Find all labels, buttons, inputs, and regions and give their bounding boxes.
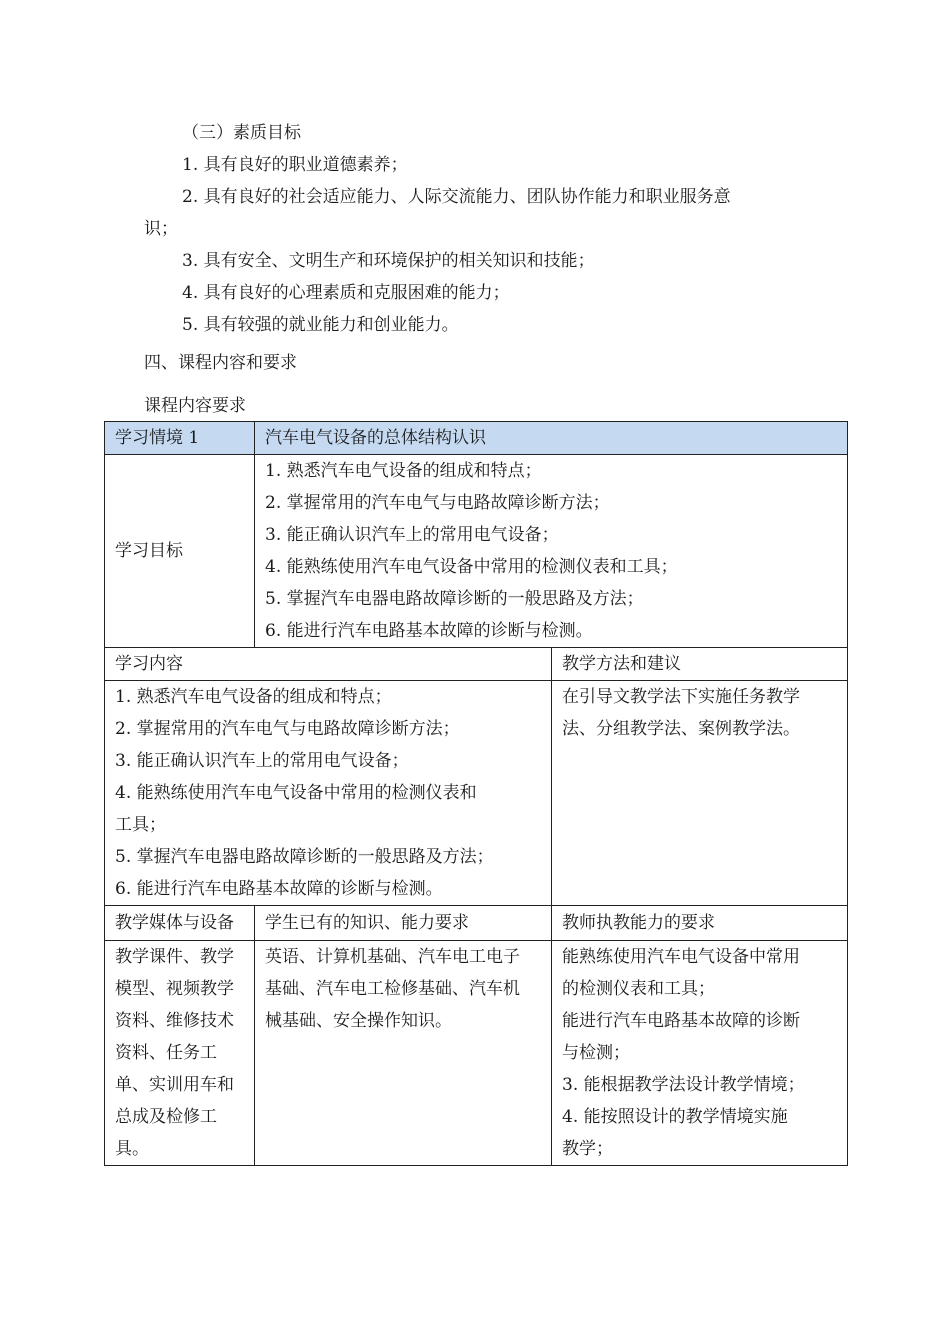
goals-label: 学习目标: [105, 455, 255, 648]
prior-line: 基础、汽车电工检修基础、汽车机: [265, 979, 520, 999]
goal-item: 4. 能熟练使用汽车电气设备中常用的检测仪表和工具；: [265, 557, 678, 577]
media-label: [105, 906, 255, 941]
methods-line: 法、分组教学法、案例教学法。: [562, 719, 800, 739]
teacher-line: 教学；: [562, 1139, 613, 1159]
content-item: 6. 能进行汽车电路基本故障的诊断与检测。: [115, 879, 443, 899]
media-label-text: 教学媒体与设备: [115, 913, 234, 933]
content-header-row: [105, 648, 848, 681]
teacher-cell: [552, 941, 848, 1166]
media-line: 具。: [115, 1139, 149, 1159]
teacher-line: 能进行汽车电路基本故障的诊断: [562, 1011, 800, 1031]
quality-item-3: 3. 具有安全、文明生产和环境保护的相关知识和技能；: [182, 251, 595, 271]
teacher-line: 能熟练使用汽车电气设备中常用: [562, 947, 800, 967]
situation-row: [105, 422, 848, 455]
course-table: [104, 421, 848, 1166]
goals-row: [105, 455, 848, 648]
media-cell: [105, 941, 255, 1166]
prior-line: 英语、计算机基础、汽车电工电子: [265, 947, 520, 967]
goal-item: 6. 能进行汽车电路基本故障的诊断与检测。: [265, 621, 593, 641]
quality-item-1: 1. 具有良好的职业道德素养；: [182, 155, 408, 175]
teacher-label: 教师执教能力的要求: [552, 906, 848, 941]
teacher-line: 4. 能按照设计的教学情境实施: [562, 1107, 788, 1127]
content-label: 学习内容: [105, 648, 552, 681]
content-item: 工具；: [115, 815, 166, 835]
methods-line: 在引导文教学法下实施任务教学: [562, 687, 800, 707]
quality-item-4: 4. 具有良好的心理素质和克服困难的能力；: [182, 283, 510, 303]
content-item: 5. 掌握汽车电器电路故障诊断的一般思路及方法；: [115, 847, 494, 867]
goal-item: 2. 掌握常用的汽车电气与电路故障诊断方法；: [265, 493, 610, 513]
content-item: 3. 能正确认识汽车上的常用电气设备；: [115, 751, 409, 771]
goals-cell: [255, 455, 848, 648]
teacher-line: 的检测仪表和工具；: [562, 979, 715, 999]
quality-item-2-cont: 识；: [144, 219, 178, 239]
content-cell: [105, 681, 552, 906]
media-line: 总成及检修工: [115, 1107, 217, 1127]
goal-item: 1. 熟悉汽车电气设备的组成和特点；: [265, 461, 542, 481]
goal-item: 5. 掌握汽车电器电路故障诊断的一般思路及方法；: [265, 589, 644, 609]
prior-line: 械基础、安全操作知识。: [265, 1011, 452, 1031]
quality-heading: （三）素质目标: [182, 123, 301, 143]
resources-row: [105, 941, 848, 1166]
table-caption: 课程内容要求: [144, 396, 246, 416]
prior-label: 学生已有的知识、能力要求: [255, 906, 552, 941]
resources-header-row: [105, 906, 848, 941]
media-line: 单、实训用车和: [115, 1075, 234, 1095]
section-heading: 四、课程内容和要求: [144, 353, 297, 373]
situation-value: 汽车电气设备的总体结构认识: [255, 422, 848, 455]
goal-item: 3. 能正确认识汽车上的常用电气设备；: [265, 525, 559, 545]
situation-label: 学习情境 1: [105, 422, 255, 455]
media-line: 模型、视频教学: [115, 979, 234, 999]
prior-cell: [255, 941, 552, 1166]
quality-item-5: 5. 具有较强的就业能力和创业能力。: [182, 315, 459, 335]
content-row: [105, 681, 848, 906]
methods-cell: [552, 681, 848, 906]
media-line: 教学课件、教学: [115, 947, 234, 967]
media-line: 资料、任务工: [115, 1043, 217, 1063]
media-line: 资料、维修技术: [115, 1011, 234, 1031]
quality-item-2: 2. 具有良好的社会适应能力、人际交流能力、团队协作能力和职业服务意: [182, 187, 731, 207]
content-item: 4. 能熟练使用汽车电气设备中常用的检测仪表和: [115, 783, 477, 803]
methods-label: 教学方法和建议: [552, 648, 848, 681]
content-item: 1. 熟悉汽车电气设备的组成和特点；: [115, 687, 392, 707]
content-item: 2. 掌握常用的汽车电气与电路故障诊断方法；: [115, 719, 460, 739]
teacher-line: 与检测；: [562, 1043, 630, 1063]
teacher-line: 3. 能根据教学法设计教学情境；: [562, 1075, 805, 1095]
